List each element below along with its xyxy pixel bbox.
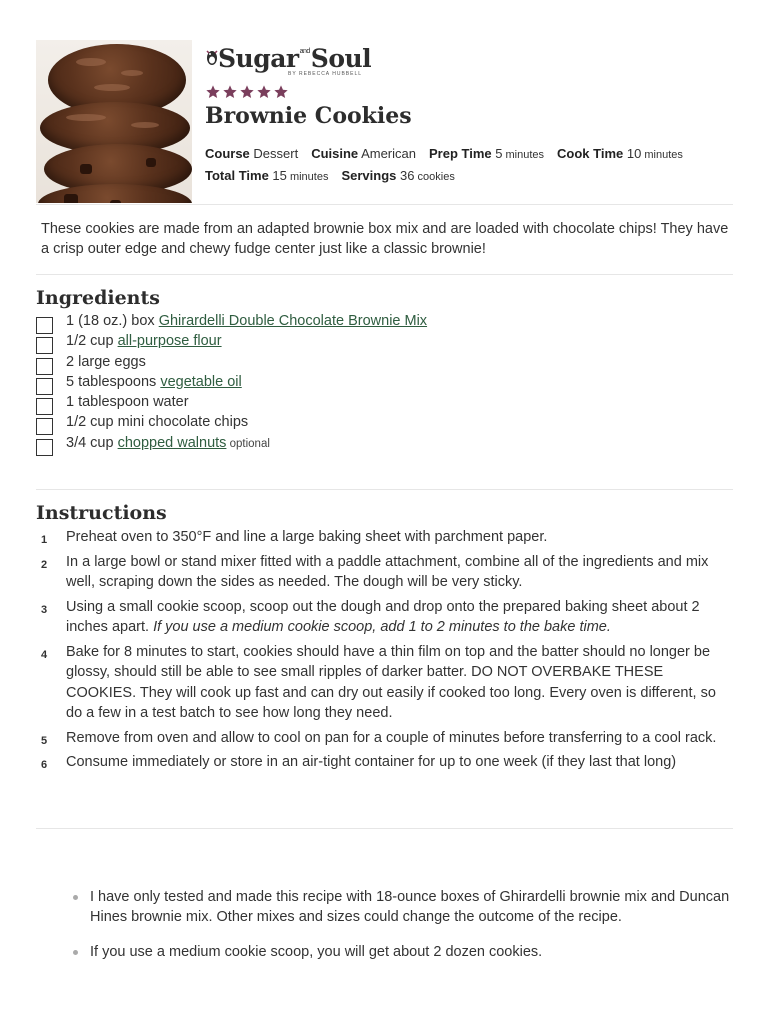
ingredient-text [66,412,248,432]
meta-label: Servings [341,168,397,183]
ingredient-text [66,392,189,412]
bullet-icon [73,895,78,900]
note-item [70,887,730,928]
recipe-meta-row-2 [205,168,468,183]
meta-value: 36 [396,168,415,183]
step-number: 6 [41,759,48,772]
ingredient-amount: 5 tablespoons [66,373,161,390]
brand-logo[interactable] [206,44,372,78]
ingredient-amount: 1 tablespoon [66,394,154,411]
instructions-list [36,527,736,777]
note-text: I have only tested and made this recipe with 18-ounce boxes of Ghirardelli brownie mix and Duncan Hines brownie mix. Other mixes and sizes could change the outcome of the recipe. [90,889,730,926]
ingredient-link[interactable]: Ghirardelli Double Chocolate Brownie Mix [158,313,428,329]
ingredients-heading: Ingredients [36,287,160,309]
recipe-summary: These cookies are made from an adapted brownie box mix and are loaded with chocolate chips! They have a crisp outer edge and chewy fudge center just like a classic brownie! [41,221,729,257]
divider [36,828,733,829]
ingredient-name: mini chocolate chips [117,414,249,431]
instruction-step [36,642,736,723]
rating-stars[interactable] [205,84,289,100]
step-number: 5 [41,734,48,747]
recipe-notes [70,887,730,976]
meta-item [205,146,298,161]
ingredient-name: water [153,394,189,411]
meta-unit: minutes [641,149,683,161]
instructions-heading: Instructions [36,502,167,524]
star-icon[interactable] [205,84,221,100]
ingredient-amount: 1/2 cup [66,333,118,350]
ingredient-text [66,433,270,454]
instruction-step [36,752,736,772]
step-number: 4 [41,648,48,661]
divider [36,489,733,490]
meta-unit: minutes [286,171,329,183]
ingredient-checkbox[interactable] [36,358,53,375]
meta-item [429,146,544,161]
star-icon[interactable] [222,84,238,100]
ingredient-checkbox[interactable] [36,418,53,435]
ingredient-link[interactable]: vegetable oil [160,373,242,390]
ingredient-text [66,331,222,351]
ingredient-checkbox[interactable] [36,378,53,395]
step-text: Preheat oven to 350°F and line a large baking sheet with parchment paper. [66,529,548,545]
recipe-title: Brownie Cookies [205,103,412,129]
divider [36,204,733,205]
ingredient-text [66,352,146,372]
step-number: 3 [41,603,48,616]
instruction-step [36,527,736,547]
meta-value: American [358,146,416,161]
ingredient-amount: 1 (18 oz.) box [66,313,159,329]
meta-item [557,146,683,161]
meta-item [341,168,454,183]
meta-label: Course [205,146,250,161]
ingredient-text [66,372,242,392]
ingredient-text [66,311,427,331]
meta-label: Cook Time [557,146,624,161]
meta-label: Total Time [205,168,269,183]
star-icon[interactable] [273,84,289,100]
star-icon[interactable] [256,84,272,100]
step-text: Consume immediately or store in an air-tight container for up to one week (if they last that long) [66,754,677,771]
star-icon[interactable] [239,84,255,100]
meta-item [311,146,416,161]
meta-item [205,168,328,183]
step-text: Remove from oven and allow to cool on pan for a couple of minutes before transferring to a cool rack. [66,729,717,746]
recipe-photo [36,40,192,203]
note-item [70,942,730,962]
divider [36,274,733,275]
meta-unit: minutes [502,149,545,161]
ingredient-amount: 3/4 cup [66,434,118,451]
ingredient-amount: 2 large [66,353,115,370]
step-text: Using a small cookie scoop, scoop out the dough and drop onto the prepared baking sheet about 2 inches apart. [66,598,700,636]
step-text: Bake for 8 minutes to start, cookies should have a thin film on top and the batter should no longer be glossy, should still be able to see small ripples of darker batter. DO NOT OVERBAKE THESE COOKIES. They will cook up fast and can dry out easily if cooked too long. Every oven is different, so do a few in a test batch to see how long they need. [66,643,716,721]
recipe-meta-row-1 [205,146,696,161]
ingredient-checkbox[interactable] [36,317,53,334]
note-text: If you use a medium cookie scoop, you will get about 2 dozen cookies. [90,943,543,960]
ingredient-link[interactable]: chopped walnuts [117,434,227,451]
step-tip: If you use a medium cookie scoop, add 1 to 2 minutes to the bake time. [153,619,611,636]
ingredient-note: optional [226,437,270,450]
logo-byline: BY REBECCA HUBBELL [288,71,363,77]
logo-wordmark: Sugar$^{and}$Soul [218,44,372,73]
meta-value: 5 [491,146,503,161]
cow-icon [206,48,218,66]
meta-label: Prep Time [428,146,492,161]
meta-value: 10 [623,146,642,161]
ingredient-name: eggs [114,353,146,370]
meta-label: Cuisine [311,146,359,161]
step-number: 2 [41,558,48,571]
meta-value: 15 [268,168,287,183]
meta-value: Dessert [249,146,299,161]
instruction-step [36,552,736,593]
ingredient-amount: 1/2 cup [66,414,118,431]
ingredient-checkbox[interactable] [36,398,53,415]
instruction-step [36,728,736,748]
ingredient-checkbox[interactable] [36,439,53,456]
bullet-icon [73,950,78,955]
ingredient-link[interactable]: all-purpose flour [117,333,222,350]
meta-unit: cookies [414,171,455,183]
instruction-step [36,597,736,638]
step-text: In a large bowl or stand mixer fitted with a paddle attachment, combine all of the ingredients and mix well, scraping down the sides as needed. The dough will be very sticky. [66,553,709,591]
step-number: 1 [41,534,48,546]
ingredient-checkbox[interactable] [36,337,53,354]
